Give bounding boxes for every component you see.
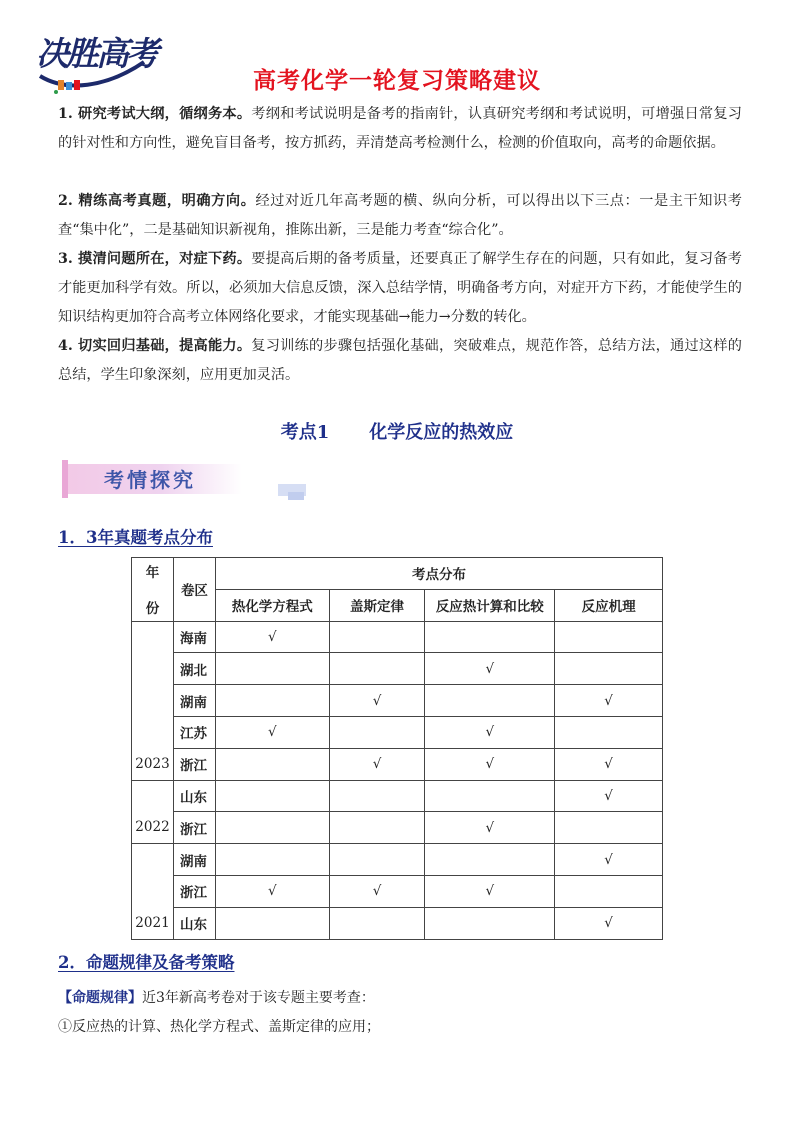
table-row bbox=[132, 844, 663, 876]
table-row bbox=[132, 812, 663, 844]
subheading-strategy: 2．命题规律及备考策略 bbox=[58, 953, 235, 972]
paragraph-2-body: 经过对近几年高考题的横、纵向分析，可以得出以下三点：一是主干知识考查“集中化”，二是基础知识新视角，推陈出新，三是能力考查“综合化”。 bbox=[58, 193, 742, 238]
banner-label: 考情探究 bbox=[104, 468, 196, 492]
year-header: 年 份 bbox=[132, 558, 174, 622]
mark-cell: √ bbox=[329, 875, 425, 907]
mark-cell: √ bbox=[329, 748, 425, 780]
table-header-row-1 bbox=[132, 558, 663, 590]
mark-cell: √ bbox=[555, 844, 663, 876]
mark-cell: √ bbox=[555, 780, 663, 812]
section-title bbox=[0, 418, 794, 444]
mark-cell bbox=[215, 653, 329, 685]
table-row bbox=[132, 685, 663, 717]
mark-cell bbox=[215, 685, 329, 717]
mark-cell bbox=[215, 748, 329, 780]
mark-cell: √ bbox=[555, 685, 663, 717]
mark-cell bbox=[329, 716, 425, 748]
mark-cell bbox=[425, 780, 555, 812]
mark-cell: √ bbox=[215, 875, 329, 907]
page-title: 高考化学一轮复习策略建议 bbox=[253, 68, 541, 94]
mark-cell: √ bbox=[425, 716, 555, 748]
region-cell: 山东 bbox=[173, 907, 215, 939]
mark-cell: √ bbox=[329, 685, 425, 717]
rule-text: 近3年新高考卷对于该专题主要考查： bbox=[142, 990, 375, 1006]
region-cell: 湖南 bbox=[173, 685, 215, 717]
mark-cell bbox=[329, 907, 425, 939]
exam-analysis-banner bbox=[62, 460, 248, 500]
mark-cell: √ bbox=[215, 621, 329, 653]
mark-cell: √ bbox=[425, 748, 555, 780]
mark-cell bbox=[425, 685, 555, 717]
mark-cell bbox=[215, 812, 329, 844]
section-code: 考点1 bbox=[280, 422, 330, 443]
mark-cell bbox=[329, 653, 425, 685]
mark-cell bbox=[555, 812, 663, 844]
region-cell: 江苏 bbox=[173, 716, 215, 748]
table-row bbox=[132, 748, 663, 780]
table-row bbox=[132, 716, 663, 748]
mark-cell bbox=[329, 621, 425, 653]
column-header: 反应机理 bbox=[555, 589, 663, 621]
mark-cell bbox=[555, 653, 663, 685]
table-row bbox=[132, 875, 663, 907]
mark-cell: √ bbox=[425, 653, 555, 685]
table-row bbox=[132, 907, 663, 939]
exam-distribution-table bbox=[131, 557, 663, 940]
table-row bbox=[132, 780, 663, 812]
mark-cell bbox=[425, 844, 555, 876]
mark-cell bbox=[425, 621, 555, 653]
rule-tag: 【命题规律】 bbox=[58, 990, 142, 1006]
subheading-distribution: 1．3年真题考点分布 bbox=[58, 528, 213, 547]
mark-cell bbox=[329, 780, 425, 812]
paragraph-4-lead: 4. 切实回归基础，提高能力。 bbox=[58, 338, 252, 354]
region-cell: 浙江 bbox=[173, 875, 215, 907]
mark-cell bbox=[425, 907, 555, 939]
region-header: 卷区 bbox=[173, 558, 215, 622]
table-row bbox=[132, 621, 663, 653]
mark-cell: √ bbox=[555, 907, 663, 939]
mark-cell: √ bbox=[425, 812, 555, 844]
column-header: 反应热计算和比较 bbox=[425, 589, 555, 621]
mark-cell bbox=[215, 780, 329, 812]
banner-accent-block-small bbox=[288, 492, 304, 500]
mark-cell: √ bbox=[215, 716, 329, 748]
region-cell: 浙江 bbox=[173, 748, 215, 780]
year-cell: 2021 bbox=[132, 844, 174, 939]
mark-cell bbox=[215, 844, 329, 876]
banner-accent-bar bbox=[62, 460, 68, 498]
paragraph-1-body: 考纲和考试说明是备考的指南针，认真研究考纲和考试说明，可增强日常复习的针对性和方向性，避免盲目备考，按方抓药，弄清楚高考检测什么，检测的价值取向，高考的命题依据。 bbox=[58, 106, 742, 151]
paragraph-2-lead: 2. 精练高考真题，明确方向。 bbox=[58, 193, 256, 209]
paragraph-4-body: 复习训练的步骤包括强化基础，突破难点，规范作答，总结方法，通过这样的总结，学生印象深刻，应用更加灵活。 bbox=[58, 338, 742, 383]
strategy-paragraph-4 bbox=[58, 332, 742, 390]
mark-cell bbox=[329, 812, 425, 844]
region-cell: 湖北 bbox=[173, 653, 215, 685]
region-cell: 湖南 bbox=[173, 844, 215, 876]
mark-cell: √ bbox=[555, 748, 663, 780]
strategy-paragraph-2 bbox=[58, 187, 742, 245]
year-cell: 2022 bbox=[132, 780, 174, 844]
column-header: 盖斯定律 bbox=[329, 589, 425, 621]
section-name: 化学反应的热效应 bbox=[369, 422, 514, 443]
group-header: 考点分布 bbox=[215, 558, 662, 590]
rule-line bbox=[58, 987, 375, 1007]
strategy-paragraph-3 bbox=[58, 245, 742, 332]
mark-cell bbox=[555, 621, 663, 653]
table-row bbox=[132, 653, 663, 685]
region-cell: 海南 bbox=[173, 621, 215, 653]
region-cell: 浙江 bbox=[173, 812, 215, 844]
region-cell: 山东 bbox=[173, 780, 215, 812]
paragraph-1-lead: 1. 研究考试大纲，循纲务本。 bbox=[58, 106, 252, 122]
year-cell: 2023 bbox=[132, 621, 174, 780]
mark-cell: √ bbox=[425, 875, 555, 907]
logo-wordmark: 决胜高考 bbox=[36, 34, 156, 73]
mark-cell bbox=[555, 716, 663, 748]
column-header: 热化学方程式 bbox=[215, 589, 329, 621]
mark-cell bbox=[215, 907, 329, 939]
strategy-paragraph-1 bbox=[58, 100, 742, 158]
paragraph-3-lead: 3. 摸清问题所在，对症下药。 bbox=[58, 251, 252, 267]
mark-cell bbox=[329, 844, 425, 876]
paragraph-3-body: 要提高后期的备考质量，还要真正了解学生存在的问题，只有如此，复习备考才能更加科学有效。所以，必须加大信息反馈，深入总结学情，明确备考方向，对症开方下药，才能使学生的知识结构更加符合高考立体网络化要求，才能实现基础→能力→分数的转化。 bbox=[58, 251, 742, 325]
rule-item-1: ①反应热的计算、热化学方程式、盖斯定律的应用； bbox=[58, 1019, 380, 1035]
mark-cell bbox=[555, 875, 663, 907]
